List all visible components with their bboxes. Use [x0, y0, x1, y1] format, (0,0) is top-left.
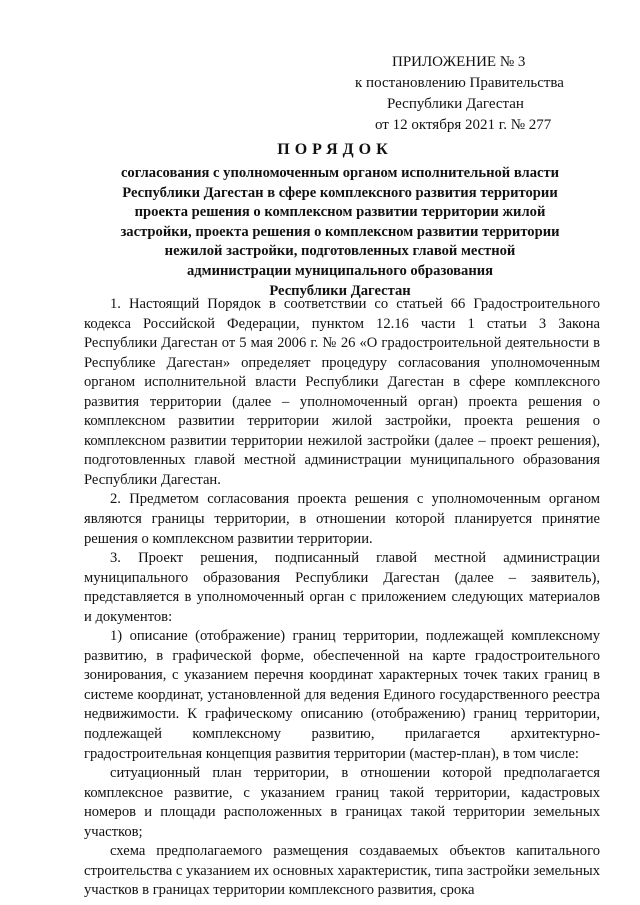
appendix-decree-reference: к постановлению Правительства: [355, 75, 564, 91]
subtitle-line: администрации муниципального образования: [186, 262, 494, 279]
paragraph-placement-scheme: схема предполагаемого размещения создаваемых объектов капитального строительства с указанием их основных характеристик, типа застройки земельных участков в границах территории комплексного развития, срока: [84, 843, 600, 899]
paragraph-3: 3. Проект решения, подписанный главой местной администрации муниципального образования Республики Дагестан (далее – заявитель), представляется в уполномоченный орган с приложением следующих материалов и документов:: [84, 550, 600, 625]
document-title: ПОРЯДОК: [277, 141, 393, 158]
paragraph-situational-plan: ситуационный план территории, в отношении которой предполагается комплексное развитие, с указанием границ такой территории, кадастровых номеров и площади расположенных в границах такой территории земельных участков;: [84, 765, 600, 840]
document-subtitle: [80, 164, 600, 301]
document-body: [84, 295, 600, 901]
subtitle-line: Республики Дагестан: [269, 282, 411, 299]
paragraph-3-item-1: 1) описание (отображение) границ территории, подлежащей комплексному развитию, в графической форме, обеспеченной на карте градостроительного зонирования, с указанием перечня координат характерных точек таких границ в системе координат, установленной для ведения Единого государственного реестра недвижимости. К графическому описанию (отображению) границ территории, подлежащей комплексному развитию, прилагается архитектурно-градостроительная концепция развития территории (мастер-план), в том числе:: [84, 628, 600, 762]
subtitle-line: нежилой застройки, подготовленных главой местной: [164, 243, 516, 260]
paragraph-2: 2. Предметом согласования проекта решения с уполномоченным органом являются границы территории, в отношении которой планируется принятие решения о комплексном развитии территории.: [84, 491, 600, 547]
appendix-header: [355, 52, 635, 136]
appendix-date: от 12 октября 2021 г. № 277: [375, 117, 552, 133]
appendix-republic: Республики Дагестан: [387, 96, 524, 112]
paragraph-1: 1. Настоящий Порядок в соответствии со статьей 66 Градостроительного кодекса Российской Федерации, пунктом 12.16 части 1 статьи 3 Закона Республики Дагестан от 5 мая 2006 г. № 26 «О градостроительной деятельности в Республике Дагестан» определяет процедуру согласования уполномоченным органом исполнительной власти Республики Дагестан в сфере комплексного развития территории (далее – уполномоченный орган) проекта решения о комплексном развитии территории жилой застройки, проекта решения о комплексном развитии территории нежилой застройки (далее – проект решения), подготовленных главой местной администрации муниципального образования Республики Дагестан.: [84, 296, 600, 488]
subtitle-line: Республики Дагестан в сфере комплексного развития территории: [122, 184, 558, 201]
appendix-number: ПРИЛОЖЕНИЕ № 3: [392, 54, 526, 70]
subtitle-line: проекта решения о комплексном развитии территории жилой: [134, 204, 546, 221]
subtitle-line: застройки, проекта решения о комплексном развитии территории: [120, 223, 560, 240]
subtitle-line: согласования с уполномоченным органом исполнительной власти: [120, 165, 560, 181]
